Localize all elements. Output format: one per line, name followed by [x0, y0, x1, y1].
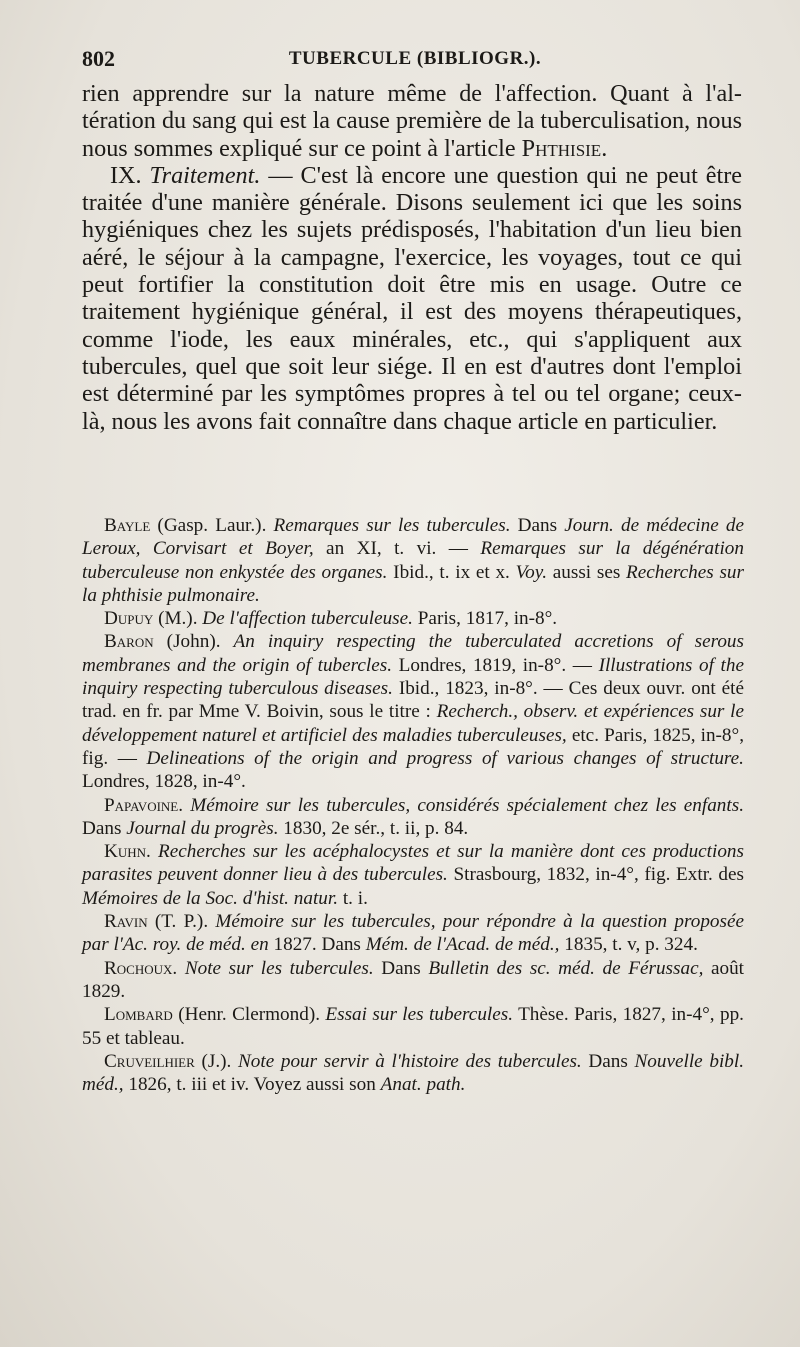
- entry-text: aussi ses: [547, 561, 627, 583]
- entry-text: Dans: [581, 1050, 635, 1072]
- entry-title: Mém. de l'Acad. de méd.,: [365, 934, 560, 956]
- entry-text: Dans: [373, 957, 429, 979]
- entry-text: 1835, t. v, p. 324.: [559, 934, 698, 956]
- entry-title: Illustrations of the inquiry respecting tuberculous diseases.: [82, 654, 744, 700]
- entry-text: Paris, 1817, in-8°.: [412, 608, 558, 630]
- entry-title: Note pour servir à l'histoire des tubercules.: [237, 1050, 582, 1072]
- entry-title: An inquiry respecting the tuberculated accretions of serous membranes and the origin of tubercles.: [82, 631, 744, 676]
- entry-text: (Henr. Clermond).: [172, 1004, 326, 1026]
- entry-text: [151, 841, 158, 862]
- section-text: — C'est là encore une question qui ne peut être traitée d'une manière générale. Disons seulement ici que les soins hygiéniques chez les sujets prédisposés, l'habitation d'un lieu bien aéré, le séjour à la campagne, l'exercice, les voyages, tout ce qui peut fortifier la constitution doit être mis en usage. Outre ce traitement hygiénique général, il est des moyens thérapeutiques, comme l'iode, les eaux minérales, etc., qui s'appliquent aux tubercules, quel que soit leur siége. Il en est d'autres dont l'emploi est déterminé par les symptômes propres à tel ou tel organe; ceux-là, nous les avons fait connaître dans chaque article en particulier.: [82, 161, 743, 435]
- entry-title: Mémoires de la Soc. d'hist. natur.: [82, 887, 339, 909]
- entry-title: Delineations of the origin and progress of various changes of structure.: [146, 747, 744, 769]
- entry-title: Recherches sur les acéphalocystes et sur la manière dont ces productions parasites peuvent donner lieu à des tubercules.: [82, 841, 744, 886]
- bibliography-entry: [82, 794, 744, 841]
- entry-text: Dans: [82, 817, 127, 839]
- entry-author: Kuhn.: [104, 841, 151, 863]
- entry-text: Dans: [510, 515, 565, 536]
- page-header: [82, 46, 748, 76]
- entry-author: Rochoux.: [104, 957, 178, 979]
- entry-title: Recherch., observ. et expériences sur le développement naturel et artificiel des maladies tuberculeuses,: [82, 701, 744, 746]
- entry-text: 1826, t. iii et iv. Voyez aussi son: [123, 1074, 381, 1096]
- entry-text: Thèse. Paris, 1827, in-4°, pp. 55 et tableau.: [82, 1004, 744, 1049]
- bibliography-entry: [82, 630, 744, 793]
- bibliography-entry: [82, 840, 744, 910]
- line-1: rien apprendre sur la nature même de l'affection. Quant à l'al-: [82, 80, 742, 107]
- main-text: [82, 80, 742, 435]
- entry-title: Note sur les tubercules.: [184, 957, 374, 979]
- entry-title: Nouvelle bibl. méd.,: [82, 1050, 745, 1096]
- page-number: 802: [82, 46, 115, 71]
- bibliography-entry: [82, 957, 744, 1004]
- entry-text: t. i.: [338, 887, 368, 909]
- entry-title: Recherches sur la phthisie pulmonaire.: [82, 561, 744, 606]
- bibliography: [82, 514, 744, 1096]
- entry-text: an XI, t. vi. —: [313, 538, 481, 560]
- entry-author: Baron: [104, 631, 154, 653]
- bibliography-entry: [82, 514, 744, 607]
- paragraph-continuation: [82, 80, 742, 162]
- entry-text: Londres, 1828, in-4°.: [82, 771, 246, 793]
- entry-author: Bayle: [104, 515, 151, 536]
- paragraph-traitement: [82, 162, 742, 435]
- entry-text: août 1829.: [82, 957, 745, 1002]
- bibliography-entry: [82, 910, 744, 957]
- entry-title: Remarques sur les tubercules.: [273, 515, 511, 536]
- entry-author: Dupuy: [104, 608, 154, 630]
- line-3: nous nous sommes expliqué sur ce point à l'article: [82, 107, 742, 162]
- entry-text: (John).: [153, 631, 234, 653]
- entry-text: [177, 958, 185, 979]
- entry-title: Journ. de médecine de Leroux, Corvisart et Boyer,: [82, 515, 745, 560]
- entry-text: Ibid., 1823, in-8°. — Ces deux ouvr. ont été trad. en fr. par Mme V. Boivin, sous le titre :: [82, 678, 745, 723]
- entry-title: Mémoire sur les tubercules, pour répondre à la question proposée par l'Ac. roy. de méd. en: [82, 911, 745, 956]
- bibliography-entry: [82, 1003, 744, 1050]
- entry-author: Lombard: [104, 1004, 173, 1026]
- entry-title: Bulletin des sc. méd. de Férussac,: [428, 957, 704, 979]
- entry-author: Papavoine.: [104, 794, 184, 816]
- entry-text: 1830, 2e sér., t. ii, p. 84.: [278, 817, 469, 839]
- entry-author: Cruveilhier: [104, 1050, 195, 1072]
- entry-title: De l'affection tuberculeuse.: [202, 608, 413, 630]
- entry-text: Strasbourg, 1832, in-4°, fig. Extr. des: [447, 864, 744, 886]
- entry-text: (J.).: [194, 1050, 238, 1072]
- entry-title: Journal du progrès.: [126, 817, 279, 839]
- entry-text: Londres, 1819, in-8°. —: [392, 654, 599, 676]
- phthisie-ref: Phthisie.: [521, 134, 608, 162]
- entry-text: Ibid., t. ix et x.: [387, 561, 516, 583]
- running-title: TUBERCULE (BIBLIOGR.).: [288, 48, 542, 69]
- entry-title: Anat. path.: [380, 1074, 466, 1096]
- entry-title: Essai sur les tubercules.: [325, 1004, 514, 1026]
- entry-text: (T. P.).: [147, 911, 216, 933]
- section-title: Traitement.: [149, 161, 261, 189]
- entry-author: Ravin: [104, 911, 148, 933]
- entry-text: (Gasp. Laur.).: [150, 515, 274, 536]
- entry-text: 1827. Dans: [268, 934, 366, 956]
- entry-text: (M.).: [153, 608, 203, 630]
- entry-title: Voy.: [515, 561, 548, 583]
- entry-title: Mémoire sur les tubercules, considérés spécialement chez les enfants.: [190, 794, 744, 816]
- line-2: tération du sang qui est la cause première de la tuberculisation,: [82, 107, 691, 135]
- section-number: IX.: [110, 161, 142, 189]
- bibliography-entry: [82, 1050, 744, 1097]
- entry-title: Remarques sur la dégénération tuberculeuse non enkystée des organes.: [82, 538, 744, 583]
- entry-text: etc. Paris, 1825, in-8°, fig. —: [82, 724, 744, 769]
- bibliography-entry: [82, 607, 744, 630]
